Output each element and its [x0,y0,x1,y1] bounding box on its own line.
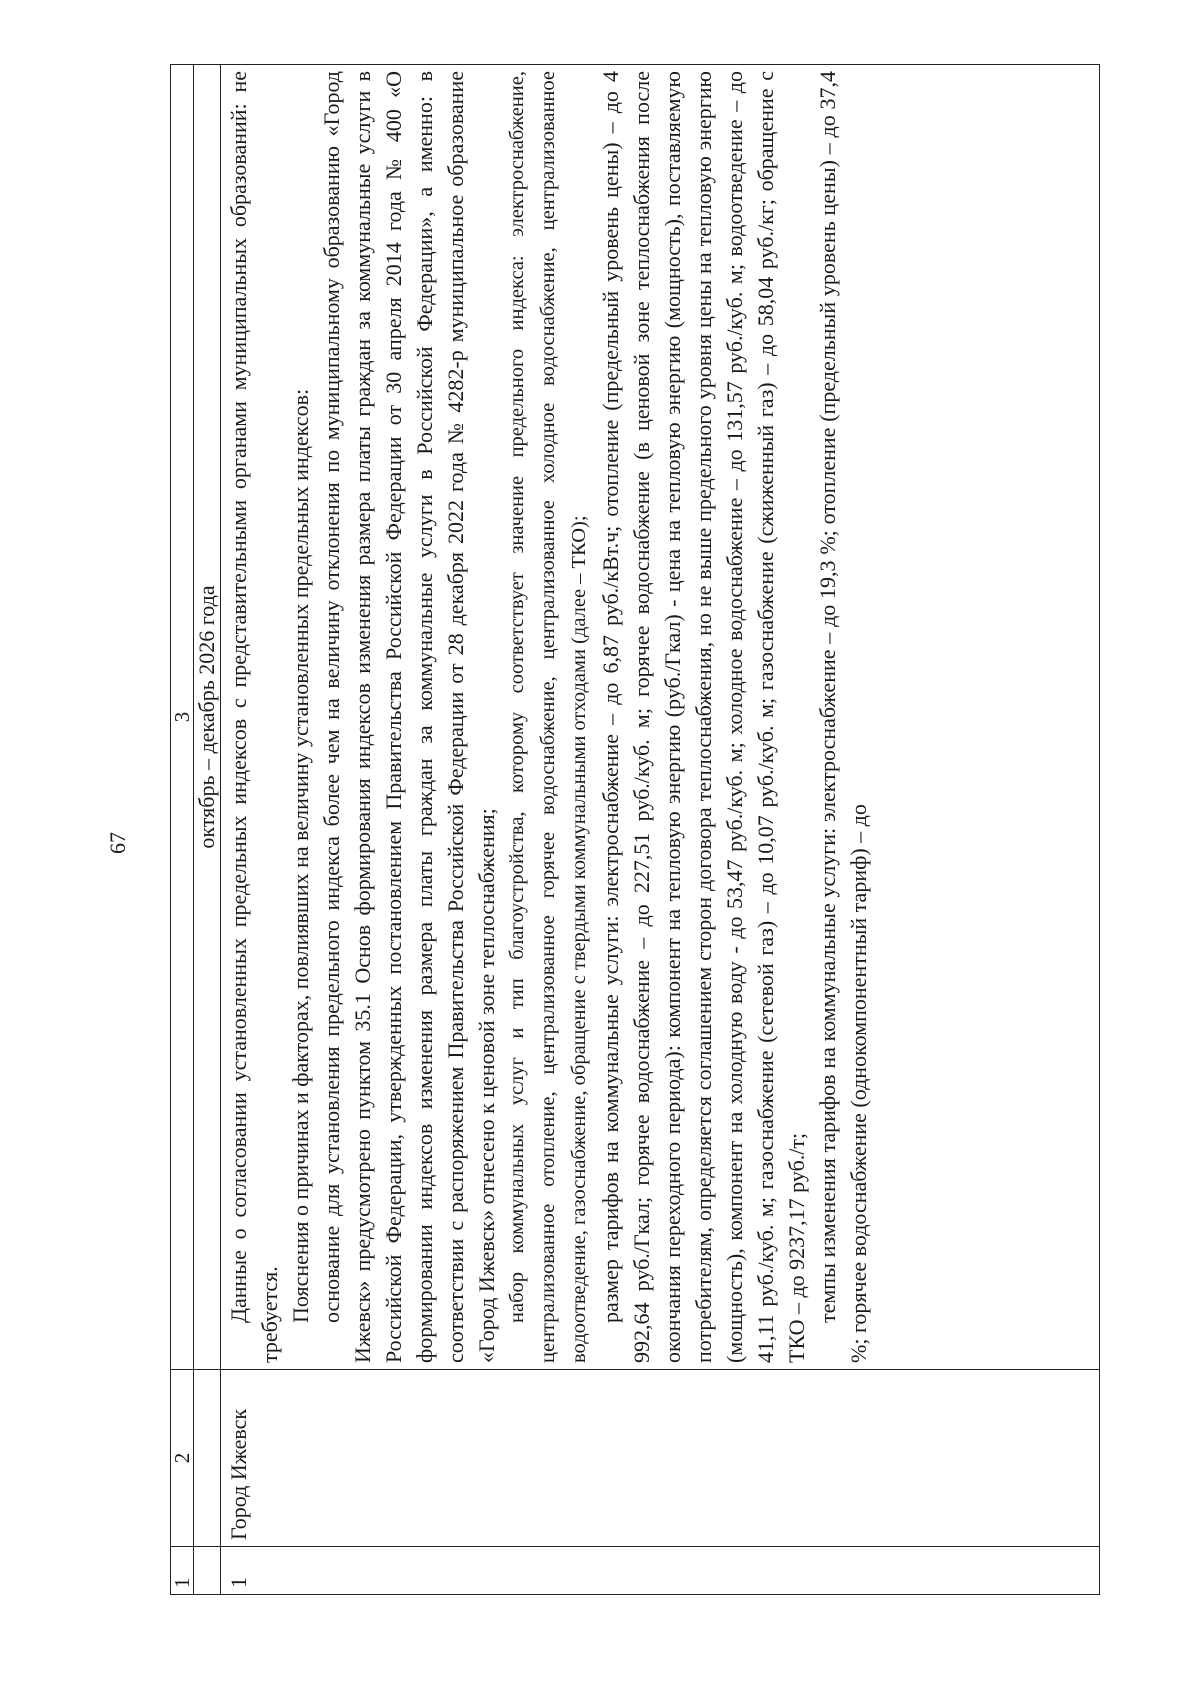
period-row-empty-1 [194,1547,221,1595]
paragraph-tariff-growth: темпы изменения тарифов на коммунальные услуги: электроснабжение – до 19,3 %; отопление (предельный уровень цены) – до 37,4 %; горячее водоснабжение (однокомпонентный тариф) – до [815,71,871,1363]
municipality-name: Город Ижевск [221,1370,1100,1547]
rotated-page-content [170,65,1100,1595]
column-number-header-row [171,65,194,1595]
period-row-empty-2 [194,1370,221,1547]
table-row [221,65,1100,1595]
paragraph-approval: Данные о согласовании установленных предельных индексов с представительными органами муниципальных образований: не требуется. [226,71,282,1363]
paragraph-basis: основание для установления предельного индекса более чем на величину отклонения по муниципальному образованию «Город Ижевск» предусмотрено пунктом 35.1 Основ формирования индексов изменения размера платы граждан за коммунальные услуги в Российской Федерации, утвержденных постановлением Правительства Российской Федерации от 30 апреля 2014 года № 400 «О формировании индексов изменения размера платы граждан за коммунальные услуги в Российской Федерации», а именно: в соответствии с распоряжением Правительства Российской Федерации от 28 декабря 2022 года № 4282-р муниципальное образование «Город Ижевск» отнесено к ценовой зоне теплоснабжения; [319,71,499,1363]
page-number: 67 [105,832,130,854]
description-cell [221,65,1100,1370]
index-table [170,64,1100,1595]
period-row [194,65,221,1595]
row-number: 1 [221,1547,1100,1595]
paragraph-explanations: Пояснения о причинах и факторах, повлиявших на величину установленных предельных индексов: [288,388,313,1323]
column-number-1: 1 [171,1547,194,1595]
paragraph-tariffs: размер тарифов на коммунальные услуги: электроснабжение – до 6,87 руб./кВт.ч; отопление (предельный уровень цены) – до 4 992,64 руб./Гкал; горячее водоснабжение – до 227,51 руб./куб. м; горячее водоснабжение (в ценовой зоне теплоснабжения после окончания переходного периода): компонент на тепловую энергию (руб./Гкал) - цена на тепловую энергию (мощность), поставляемую потребителям, определяется соглашением сторон договора теплоснабжения, но не выше предельного уровня цены на тепловую энергию (мощность), компонент на холодную воду - до 53,47 руб./куб. м; холодное водоснабжение – до 131,57 руб./куб. м; водоотведение – до 41,11 руб./куб. м; газоснабжение (сетевой газ) – до 10,07 руб./куб. м; газоснабжение (сжиженный газ) – до 58,04 руб./кг; обращение с ТКО – до 9237,17 руб./т; [598,71,809,1363]
column-number-3: 3 [171,65,194,1370]
period-label: октябрь – декабрь 2026 года [194,65,221,1370]
paragraph-services-set: набор коммунальных услуг и тип благоустройства, которому соответствует значение предельного индекса: электроснабжение, централизованное отопление, централизованное горячее водоснабжение, централизованное холодное водоснабжение, централизованное водоотведение, газоснабжение, обращение с твердыми коммунальными отходами (далее – ТКО); [506,71,590,1363]
column-number-2: 2 [171,1370,194,1547]
